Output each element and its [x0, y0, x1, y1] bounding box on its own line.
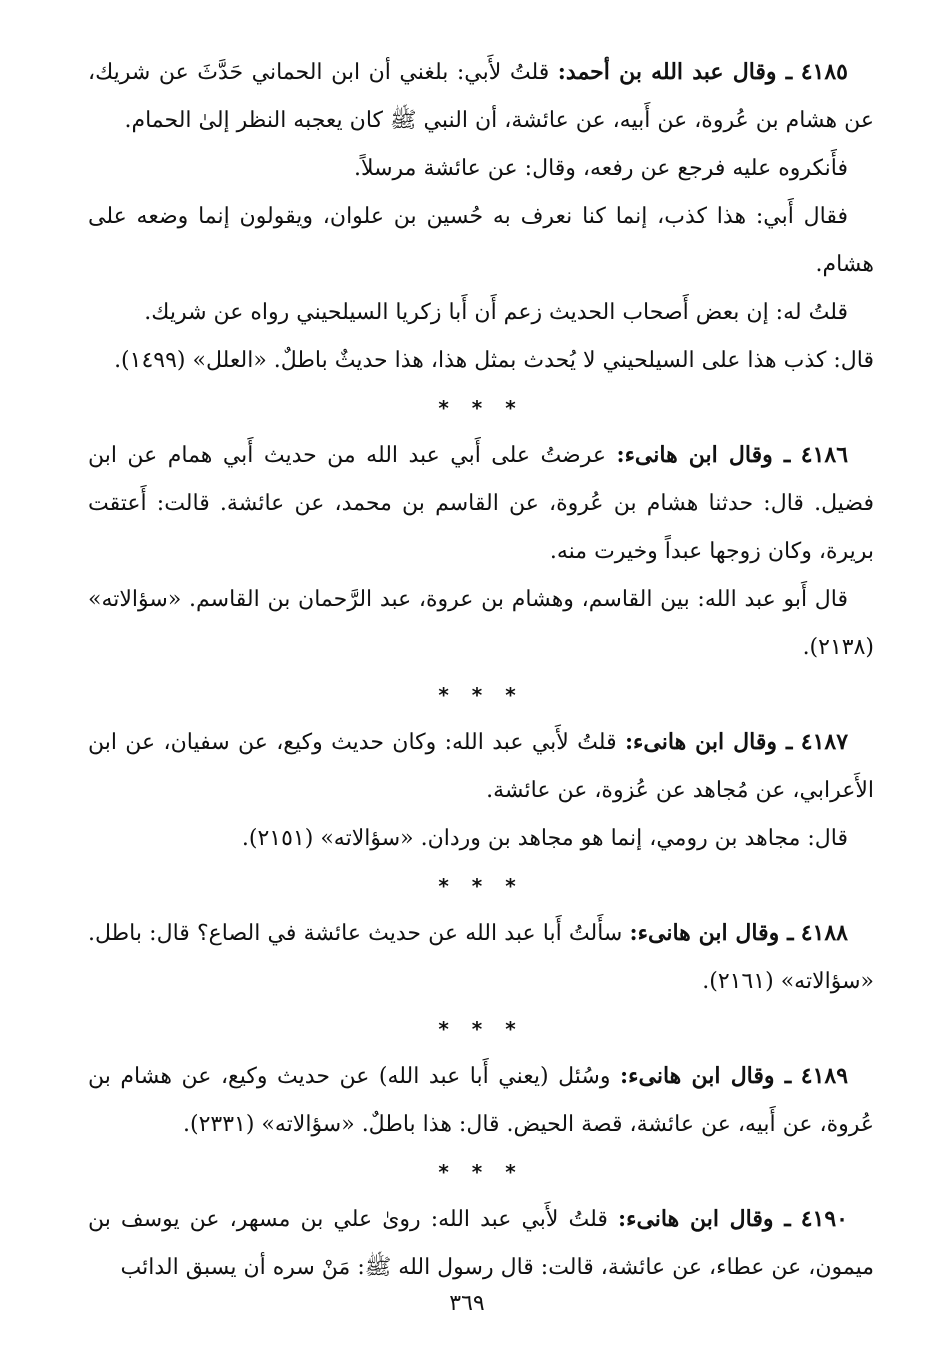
section-separator: * * *: [438, 874, 524, 898]
entry-4187: [88, 718, 874, 863]
entry-paragraph: [88, 718, 874, 815]
section-separator: * * *: [438, 1017, 524, 1041]
section-separator: * * *: [438, 396, 524, 420]
entry-heading: ـ وقال ابن هانىء:: [629, 920, 794, 946]
entry-text: قلتُ لأَبي: بلغني أن ابن الحماني حَدَّثَ عن شريك، عن هشام بن عُروة، عن أَبيه، عن عائشة، أن النبي ﷺ كان يعجبه النظر إلىٰ الحمام.: [88, 60, 874, 133]
entry-text: عرضتُ على أَبي عبد الله من حديث أَبي همام عن ابن فضيل. قال: حدثنا هشام بن عُروة، عن القاسم بن محمد، عن عائشة. قالت: أَعتقت بريرة، وكان زوجها عبداً وخيرت منه.: [88, 443, 874, 564]
entry-heading: ـ وقال ابن هانىء:: [624, 729, 793, 755]
page-body: [88, 48, 874, 1292]
entry-paragraph: قلتُ له: إن بعض أَصحاب الحديث زعم أَن أَبا زكريا السيلحيني رواه عن شريك.: [144, 300, 848, 325]
entry-paragraph: قال: كذب هذا على السيلحيني لا يُحدث بمثل هذا، هذا حديثٌ باطلٌ. «العلل» (١٤٩٩).: [114, 348, 874, 373]
entry-4190: [88, 1195, 874, 1292]
entry-paragraph: قال: مجاهد بن رومي، إنما هو مجاهد بن وردان. «سؤالاته» (٢١٥١).: [241, 826, 848, 851]
entry-heading: ـ وقال ابن هانىء:: [618, 1206, 791, 1232]
entry-4186: [88, 431, 874, 672]
entry-number: ٤١٨٧: [800, 729, 849, 755]
entry-number: ٤١٨٨: [800, 920, 848, 946]
entry-number: ٤١٨٩: [800, 1063, 849, 1089]
page-number: ٣٦٩: [449, 1291, 485, 1316]
section-separator: * * *: [438, 1160, 524, 1184]
entry-4189: [88, 1052, 874, 1149]
entry-number: ٤١٨٦: [800, 442, 849, 468]
entry-paragraph: [88, 909, 874, 1006]
entry-number: ٤١٩٠: [800, 1206, 848, 1232]
entry-heading: ـ وقال ابن هانىء:: [620, 1063, 792, 1089]
entry-heading: ـ وقال ابن هانىء:: [616, 442, 791, 468]
entry-paragraph: [88, 1052, 874, 1149]
entry-number: ٤١٨٥: [800, 59, 848, 85]
entry-paragraph: [88, 431, 874, 576]
entry-paragraph: [88, 1195, 874, 1292]
entry-text: قلتُ لأَبي عبد الله: وكان حديث وكيع، عن سفيان، عن ابن الأَعرابي، عن مُجاهد عن عُزوة، عن عائشة.: [88, 730, 874, 803]
entry-text: وسُئل (يعني أَبا عبد الله) عن حديث وكيع، عن هشام بن عُروة، عن أَبيه، عن عائشة، قصة الحيض. قال: هذا باطلٌ. «سؤالاته» (٢٣٣١).: [88, 1064, 874, 1137]
entry-heading: ـ وقال عبد الله بن أحمد:: [557, 59, 793, 85]
section-separator: * * *: [438, 683, 524, 707]
entry-paragraph: فأَنكروه عليه فرجع عن رفعه، وقال: عن عائشة مرسلاً.: [353, 156, 848, 181]
entry-paragraph: فقال أَبي: هذا كذب، إنما كنا نعرف به حُسين بن علوان، ويقولون إنما وضعه على هشام.: [88, 204, 874, 277]
entry-text: قلتُ لأَبي عبد الله: روىٰ علي بن مسهر، عن يوسف بن ميمون، عن عطاء، عن عائشة، قالت: قال رسول الله ﷺ: مَنْ سره أن يسبق الدائب: [88, 1207, 874, 1280]
entry-text: سأَلتُ أَبا عبد الله عن حديث عائشة في الصاع؟ قال: باطل. «سؤالاته» (٢١٦١).: [88, 921, 874, 994]
entry-4185: [88, 48, 874, 385]
entry-paragraph: [88, 48, 874, 145]
entry-paragraph: قال أَبو عبد الله: بين القاسم، وهشام بن عروة، عبد الرَّحمان بن القاسم. «سؤالاته» (٢١٣٨).: [88, 587, 874, 660]
entry-4188: [88, 909, 874, 1006]
